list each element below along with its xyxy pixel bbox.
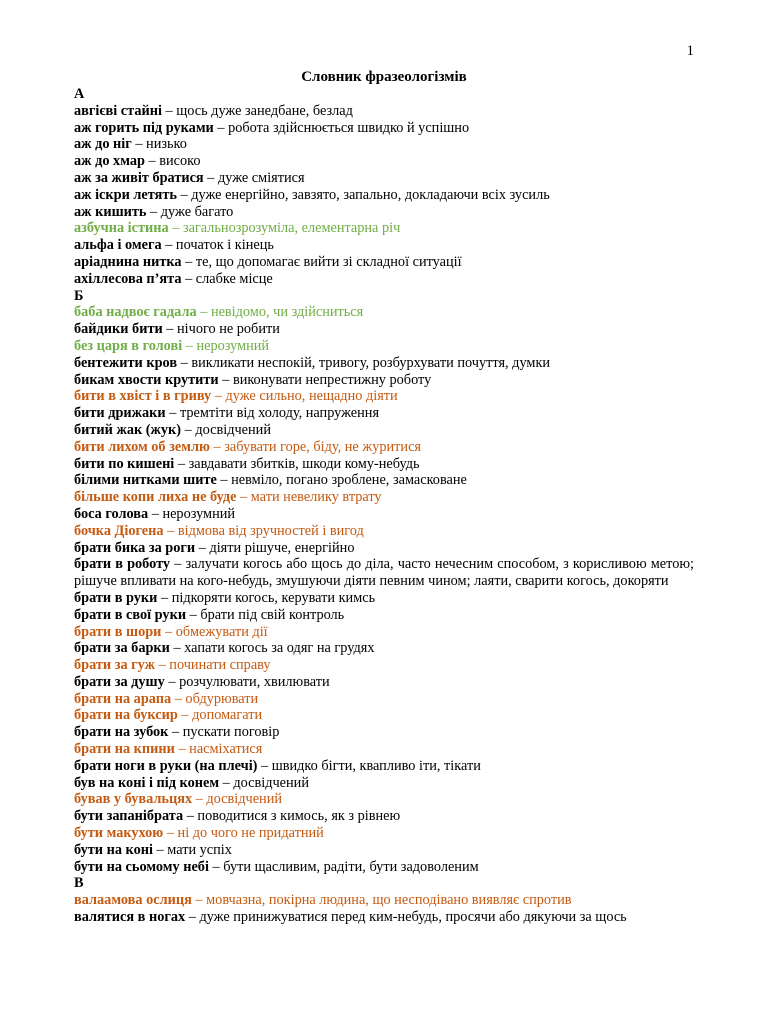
dictionary-entry bbox=[74, 523, 694, 540]
dictionary-entry bbox=[74, 674, 694, 691]
entry-term: аж кишить bbox=[74, 203, 147, 220]
dictionary-entry bbox=[74, 220, 694, 237]
dictionary-entries bbox=[74, 86, 694, 926]
entry-definition: – брати під свій контроль bbox=[186, 606, 345, 623]
dictionary-entry bbox=[74, 204, 694, 221]
dictionary-entry bbox=[74, 791, 694, 808]
entry-term: бочка Діогена bbox=[74, 522, 164, 539]
entry-definition: – насміхатися bbox=[174, 741, 263, 758]
entry-term: авгієві стайні bbox=[74, 102, 162, 119]
entry-definition: – поводитися з кимось, як з рівнею bbox=[183, 808, 401, 825]
entry-term: білими нитками шите bbox=[74, 472, 217, 489]
dictionary-entry bbox=[74, 859, 694, 876]
entry-definition: – слабке місце bbox=[181, 270, 273, 287]
entry-definition: – діяти рішуче, енергійно bbox=[195, 539, 355, 556]
dictionary-entry bbox=[74, 187, 694, 204]
entry-definition: – невідомо, чи здійсниться bbox=[196, 304, 364, 321]
entry-term: бував у бувальцях bbox=[74, 791, 193, 808]
dictionary-entry bbox=[74, 624, 694, 641]
entry-definition: – низько bbox=[131, 136, 187, 153]
entry-definition: – дуже сильно, нещадно діяти bbox=[211, 388, 398, 405]
dictionary-entry bbox=[74, 338, 694, 355]
entry-definition: – хапати когось за одяг на грудях bbox=[169, 640, 375, 657]
entry-definition: – щось дуже занедбане, безлад bbox=[161, 102, 353, 119]
entry-definition: – бути щасливим, радіти, бути задоволеним bbox=[208, 858, 479, 875]
dictionary-entry bbox=[74, 355, 694, 372]
entry-definition: – швидко бігти, квапливо іти, тікати bbox=[257, 757, 481, 774]
section-letter: Б bbox=[74, 287, 84, 304]
section-letter: А bbox=[74, 86, 85, 102]
entry-term: аж до ніг bbox=[74, 136, 132, 153]
entry-definition: – розчулювати, хвилювати bbox=[164, 673, 330, 690]
dictionary-entry bbox=[74, 254, 694, 271]
dictionary-entry bbox=[74, 707, 694, 724]
entry-term: бути на коні bbox=[74, 841, 153, 858]
entry-term: валаамова ослиця bbox=[74, 892, 192, 909]
entry-definition: – викликати неспокій, тривогу, розбурхувати почуття, думки bbox=[177, 354, 551, 371]
entry-term: баба надвоє гадала bbox=[74, 304, 197, 321]
entry-definition: – обдурювати bbox=[171, 690, 259, 707]
entry-definition: – досвідчений bbox=[219, 774, 309, 791]
dictionary-entry bbox=[74, 640, 694, 657]
dictionary-entry bbox=[74, 909, 694, 926]
entry-definition: – забувати горе, біду, не журитися bbox=[209, 438, 422, 455]
entry-term: аж за живіт братися bbox=[74, 169, 204, 186]
dictionary-entry bbox=[74, 405, 694, 422]
entry-definition: – те, що допомагає вийти зі складної ситуації bbox=[181, 253, 462, 270]
entry-term: бити в хвіст і в гриву bbox=[74, 388, 212, 405]
dictionary-entry bbox=[74, 388, 694, 405]
entry-definition: – підкоряти когось, керувати кимсь bbox=[157, 589, 376, 606]
section-letter: В bbox=[74, 875, 84, 892]
dictionary-entry bbox=[74, 439, 694, 456]
entry-term: брати на зубок bbox=[74, 724, 169, 741]
entry-definition: – дуже принижуватися перед ким-небудь, просячи або дякуючи за щось bbox=[185, 909, 627, 926]
entry-term: валятися в ногах bbox=[74, 909, 186, 926]
entry-definition: – робота здійснюється швидко й успішно bbox=[213, 119, 470, 136]
entry-term: брати в роботу bbox=[74, 556, 171, 573]
entry-definition: – досвідчений bbox=[181, 421, 271, 438]
dictionary-entry bbox=[74, 590, 694, 607]
entry-term: брати за барки bbox=[74, 640, 170, 657]
dictionary-entry bbox=[74, 321, 694, 338]
entry-definition: – досвідчений bbox=[192, 791, 283, 808]
entry-term: брати ноги в руки (на плечі) bbox=[74, 757, 258, 774]
entry-term: аж до хмар bbox=[74, 153, 145, 170]
dictionary-entry bbox=[74, 422, 694, 439]
entry-definition: – мати успіх bbox=[152, 841, 232, 858]
entry-term: брати в шори bbox=[74, 623, 162, 640]
entry-definition: – дуже сміятися bbox=[203, 169, 305, 186]
entry-term: байдики бити bbox=[74, 321, 163, 338]
entry-term: альфа і омега bbox=[74, 237, 162, 254]
page-number: 1 bbox=[686, 43, 694, 59]
dictionary-entry bbox=[74, 556, 694, 590]
entry-definition: – нічого не робити bbox=[162, 321, 280, 338]
entry-term: бути макухою bbox=[74, 825, 164, 842]
entry-definition: – мати невелику втрату bbox=[236, 489, 382, 506]
entry-definition: – початок і кінець bbox=[161, 237, 274, 254]
dictionary-entry bbox=[74, 892, 694, 909]
dictionary-entry bbox=[74, 170, 694, 187]
entry-term: битий жак (жук) bbox=[74, 421, 182, 438]
dictionary-entry bbox=[74, 136, 694, 153]
entry-definition: – мовчазна, покірна людина, що несподівано виявляє спротив bbox=[191, 892, 572, 909]
dictionary-entry bbox=[74, 724, 694, 741]
entry-definition: – починати справу bbox=[155, 657, 271, 674]
dictionary-entry bbox=[74, 372, 694, 389]
entry-definition: – високо bbox=[144, 153, 201, 170]
entry-term: бути запанібрата bbox=[74, 808, 184, 825]
dictionary-entry bbox=[74, 825, 694, 842]
entry-term: аж горить під руками bbox=[74, 119, 214, 136]
entry-term: аріаднина нитка bbox=[74, 253, 182, 270]
entry-term: аж іскри летять bbox=[74, 186, 177, 203]
entry-term: бити по кишені bbox=[74, 455, 175, 472]
entry-definition: – нерозумний bbox=[148, 505, 236, 522]
entry-definition: – виконувати непрестижну роботу bbox=[218, 371, 432, 388]
entry-term: бикам хвости крутити bbox=[74, 371, 219, 388]
dictionary-entry bbox=[74, 103, 694, 120]
dictionary-entry bbox=[74, 540, 694, 557]
entry-definition: – тремтіти від холоду, напруження bbox=[165, 405, 380, 422]
dictionary-entry bbox=[74, 741, 694, 758]
dictionary-entry bbox=[74, 237, 694, 254]
entry-term: боса голова bbox=[74, 505, 149, 522]
dictionary-entry bbox=[74, 456, 694, 473]
entry-term: брати на арапа bbox=[74, 690, 172, 707]
entry-definition: – дуже багато bbox=[146, 203, 234, 220]
entry-term: азбучна істина bbox=[74, 220, 169, 237]
entry-term: брати на кпини bbox=[74, 741, 175, 758]
entry-term: бити лихом об землю bbox=[74, 438, 210, 455]
document-title: Словник фразеологізмів bbox=[301, 69, 467, 85]
dictionary-entry bbox=[74, 506, 694, 523]
entry-term: бити дрижаки bbox=[74, 405, 166, 422]
dictionary-entry bbox=[74, 271, 694, 288]
entry-term: був на коні і під конем bbox=[74, 774, 220, 791]
entry-definition: – невміло, погано зроблене, замасковане bbox=[216, 472, 467, 489]
entry-term: брати за душу bbox=[74, 673, 165, 690]
dictionary-entry bbox=[74, 775, 694, 792]
entry-term: брати за гуж bbox=[74, 657, 155, 674]
entry-definition: – відмова від зручностей і вигод bbox=[163, 522, 364, 539]
entry-term: бентежити кров bbox=[74, 354, 178, 371]
entry-term: брати в свої руки bbox=[74, 606, 187, 623]
entry-definition: – завдавати збитків, шкоди кому-небудь bbox=[174, 455, 420, 472]
entry-term: більше копи лиха не буде bbox=[74, 489, 237, 506]
entry-definition: – допомагати bbox=[177, 707, 263, 724]
dictionary-entry bbox=[74, 691, 694, 708]
dictionary-entry bbox=[74, 472, 694, 489]
dictionary-entry bbox=[74, 842, 694, 859]
entry-term: без царя в голові bbox=[74, 337, 183, 354]
entry-term: бути на сьомому небі bbox=[74, 858, 209, 875]
dictionary-entry bbox=[74, 758, 694, 775]
dictionary-entry bbox=[74, 153, 694, 170]
entry-term: ахіллесова п’ята bbox=[74, 270, 182, 287]
entry-definition: – обмежувати дії bbox=[161, 623, 268, 640]
dictionary-entry bbox=[74, 808, 694, 825]
entry-definition: – нерозумний bbox=[182, 337, 270, 354]
entry-definition: – залучати когось або щось до діла, часто нечесним способом, з корисливою метою; рішуче впливати на кого-небудь, змушуючи діяти певним чином; лаяти, сварити когось, докоряти bbox=[74, 556, 695, 590]
dictionary-entry bbox=[74, 304, 694, 321]
dictionary-entry bbox=[74, 657, 694, 674]
entry-term: брати на буксир bbox=[74, 707, 178, 724]
dictionary-entry bbox=[74, 120, 694, 137]
entry-definition: – дуже енергійно, завзято, запально, докладаючи всіх зусиль bbox=[176, 186, 550, 203]
dictionary-entry bbox=[74, 489, 694, 506]
entry-definition: – пускати поговір bbox=[168, 724, 280, 741]
entry-term: брати бика за роги bbox=[74, 539, 196, 556]
entry-term: брати в руки bbox=[74, 589, 158, 606]
entry-definition: – ні до чого не придатний bbox=[163, 825, 324, 842]
entry-definition: – загальнозрозуміла, елементарна річ bbox=[168, 220, 401, 237]
dictionary-entry bbox=[74, 607, 694, 624]
